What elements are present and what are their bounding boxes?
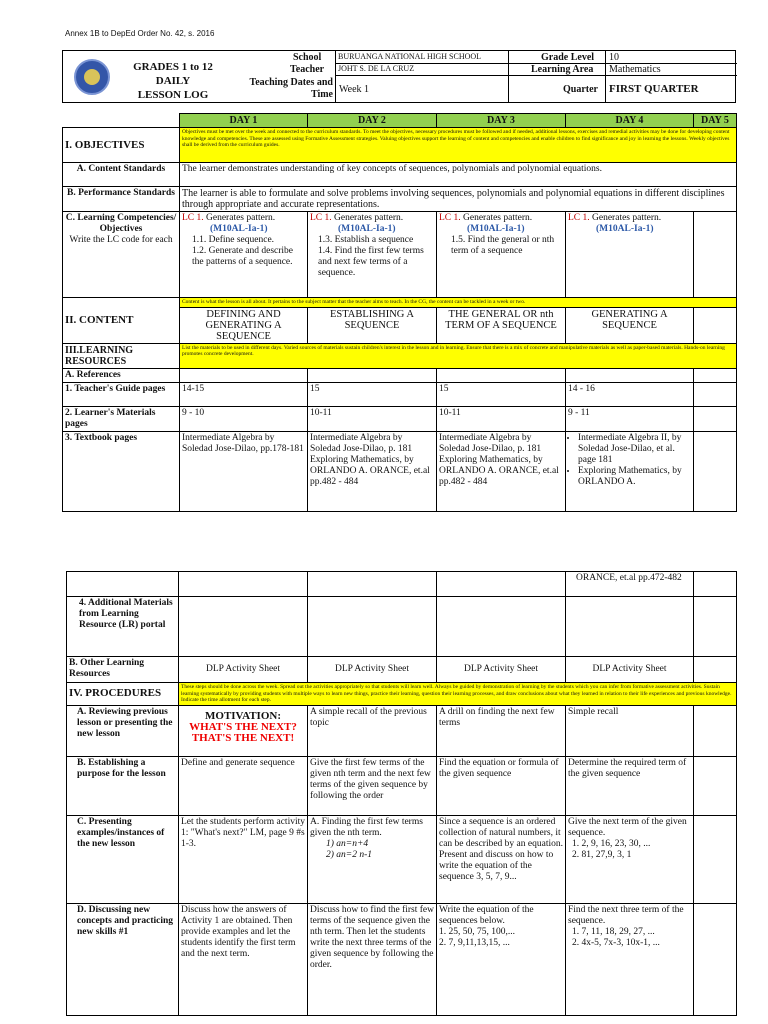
- dates-value: Week 1: [339, 84, 370, 95]
- objectives-label: I. OBJECTIVES: [63, 128, 180, 163]
- purpose-day-3: Find the equation or formula of the given sequence: [437, 756, 566, 815]
- textbook-day-4: • Intermediate Algebra II, by Soledad Jose-Dilao, et al. page 181 • Exploring Mathematics, by ORLANDO A.: [566, 431, 694, 511]
- competencies-label: C. Learning Competencies/ Objectives Write the LC code for each: [63, 212, 180, 298]
- grade-value: 10: [609, 52, 619, 63]
- procedures-note: These steps should be done across the week. Spread out the activities appropriately so that students will learn well. Always be guided by demonstration of learning by the students which you can infer from formative assessment activities. Sustain learning systematically by providing students with multiple ways to learn new things, practice their learning, question their learning processes, and draw conclusions about what they learned in relation to their life experiences and previous knowledge. Indicate the time allotment for each step.: [179, 683, 737, 706]
- tg-day-4: 14 - 16: [566, 382, 694, 406]
- tg-day-3: 15: [437, 382, 566, 406]
- day-4-header: DAY 4: [566, 114, 694, 128]
- tg-day-1: 14-15: [180, 382, 308, 406]
- school-value: BURUANGA NATIONAL HIGH SCHOOL: [338, 52, 482, 61]
- teachers-guide-label: 1. Teacher's Guide pages: [63, 382, 180, 406]
- discussing-day-3: Write the equation of the sequences below. 1. 25, 50, 75, 100,... 2. 7, 9,11,13,15, ...: [437, 903, 566, 1015]
- content-day-5: [694, 307, 737, 343]
- teacher-value: JOHT S. DE LA CRUZ: [338, 64, 415, 73]
- presenting-day-1: Let the students perform activity 1: "What's next?" LM, page 9 #s 1-3.: [179, 815, 308, 903]
- content-standards-label: A. Content Standards: [63, 163, 180, 187]
- area-value: Mathematics: [609, 64, 661, 75]
- purpose-day-4: Determine the required term of the given sequence: [566, 756, 694, 815]
- school-label: School: [293, 52, 322, 63]
- competency-day-5: [694, 212, 737, 298]
- presenting-label: C. Presenting examples/instances of the new lesson: [67, 815, 179, 903]
- competency-day-1: LC 1. Generates pattern. (M10AL-Ia-1) 1.1. Define sequence. 1.2. Generate and describe the patterns of a sequence.: [180, 212, 308, 298]
- textbook-day-1: Intermediate Algebra by Soledad Jose-Dilao, pp.178-181: [180, 431, 308, 511]
- discussing-day-2: Discuss how to find the first few terms of the sequence given the nth term. Then let the students write the next three terms of the given sequence by following the order.: [308, 903, 437, 1015]
- deped-seal-icon: [74, 59, 110, 95]
- day-1-header: DAY 1: [180, 114, 308, 128]
- review-day-4: Simple recall: [566, 705, 694, 756]
- content-standards: The learner demonstrates understanding of key concepts of sequences, polynomials and polynomial equations.: [180, 163, 737, 187]
- content-label: II. CONTENT: [63, 298, 180, 344]
- lesson-log-table-part1: [62, 113, 737, 512]
- competency-day-2: LC 1. Generates pattern. (M10AL-Ia-1) 1.3. Establish a sequence 1.4. Find the first few terms and next few terms of a sequence.: [308, 212, 437, 298]
- textbook-day-3: Intermediate Algebra by Soledad Jose-Dilao, p. 181 Exploring Mathematics, by ORLANDO A. ORANCE, et.al pp.482 - 484: [437, 431, 566, 511]
- other-day-3: DLP Activity Sheet: [437, 657, 566, 683]
- additional-materials-label: 4. Additional Materials from Learning Resource (LR) portal: [67, 597, 179, 657]
- lm-day-1: 9 - 10: [180, 406, 308, 431]
- content-day-1: DEFINING AND GENERATING A SEQUENCE: [180, 307, 308, 343]
- purpose-label: B. Establishing a purpose for the lesson: [67, 756, 179, 815]
- lm-day-3: 10-11: [437, 406, 566, 431]
- other-day-2: DLP Activity Sheet: [308, 657, 437, 683]
- competency-day-3: LC 1. Generates pattern. (M10AL-Ia-1) 1.5. Find the general or nth term of a sequence: [437, 212, 566, 298]
- references-label: A. References: [63, 368, 180, 382]
- objectives-note: Objectives must be met over the week and connected to the curriculum standards. To meet the objectives, necessary procedures must be followed and if needed, additional lessons, exercises and remedial activities may be done for developing content knowledge and competencies. These are assessed using Formative Assessment strategies. Valuing objectives support the learning of content and competencies and enable children to find significance and joy in learning the lessons. Weekly objectives shall be derived from the curriculum guides.: [180, 128, 737, 163]
- review-day-2: A simple recall of the previous topic: [308, 705, 437, 756]
- presenting-day-3: Since a sequence is an ordered collection of natural numbers, it can be described by an equation. Present and discuss on how to write the equation of the sequence 3, 5, 7, 9...: [437, 815, 566, 903]
- textbook-day-2: Intermediate Algebra by Soledad Jose-Dilao, p. 181 Exploring Mathematics, by ORLANDO A. ORANCE, et.al pp.482 - 484: [308, 431, 437, 511]
- learners-materials-label: 2. Learner's Materials pages: [63, 406, 180, 431]
- area-label: Learning Area: [531, 64, 594, 75]
- day-5-header: DAY 5: [694, 114, 737, 128]
- resources-label: III.LEARNING RESOURCES: [63, 343, 180, 368]
- quarter-label: Quarter: [563, 84, 598, 95]
- performance-standards: The learner is able to formulate and solve problems involving sequences, polynomials and polynomial equations in different disciplines through appropriate and accurate representations.: [180, 187, 737, 212]
- textbook-label: 3. Textbook pages: [63, 431, 180, 511]
- content-note: Content is what the lesson is all about. It pertains to the subject matter that the teacher aims to teach. In the CG, the content can be tackled in a week or two.: [180, 298, 737, 308]
- day-2-header: DAY 2: [308, 114, 437, 128]
- review-day-3: A drill on finding the next few terms: [437, 705, 566, 756]
- other-day-4: DLP Activity Sheet: [566, 657, 694, 683]
- header-block: [62, 50, 736, 103]
- resources-note: List the materials to be used in different days. Varied sources of materials sustain children's interest in the lesson and in learning. Ensure that there is a mix of concrete and manipulative materials as well as paper-based materials. Hands-on learning promotes concrete development.: [180, 343, 737, 368]
- content-day-3: THE GENERAL OR nth TERM OF A SEQUENCE: [437, 307, 566, 343]
- other-day-1: DLP Activity Sheet: [179, 657, 308, 683]
- discussing-day-1: Discuss how the answers of Activity 1 are obtained. Then provide examples and let the students identify the first term and the next term.: [179, 903, 308, 1015]
- teacher-label: Teacher: [290, 64, 325, 75]
- dates-label: Teaching Dates and Time: [249, 77, 333, 100]
- presenting-day-2: A. Finding the first few terms given the nth term. 1) an=n+4 2) an=2 n-1: [308, 815, 437, 903]
- procedures-label: IV. PROCEDURES: [67, 683, 179, 706]
- lm-day-2: 10-11: [308, 406, 437, 431]
- textbook-day-4-cont: ORANCE, et.al pp.472-482: [566, 572, 694, 597]
- content-day-2: ESTABLISHING A SEQUENCE: [308, 307, 437, 343]
- other-resources-label: B. Other Learning Resources: [67, 657, 179, 683]
- day-3-header: DAY 3: [437, 114, 566, 128]
- presenting-day-4: Give the next term of the given sequence. 1. 2, 9, 16, 23, 30, ... 2. 81, 27,9, 3, 1: [566, 815, 694, 903]
- competency-day-4: LC 1. Generates pattern. (M10AL-Ia-1): [566, 212, 694, 298]
- lm-day-4: 9 - 11: [566, 406, 694, 431]
- purpose-day-2: Give the first few terms of the given nth term and the next few terms of the given sequence by following the order: [308, 756, 437, 815]
- purpose-day-1: Define and generate sequence: [179, 756, 308, 815]
- content-day-4: GENERATING A SEQUENCE: [566, 307, 694, 343]
- performance-standards-label: B. Performance Standards: [63, 187, 180, 212]
- annex-caption: Annex 1B to DepEd Order No. 42, s. 2016: [65, 29, 215, 38]
- tg-day-2: 15: [308, 382, 437, 406]
- lesson-log-table-part2: [66, 571, 737, 1016]
- quarter-value: FIRST QUARTER: [609, 83, 699, 95]
- review-day-1: MOTIVATION: WHAT'S THE NEXT? THAT'S THE NEXT!: [179, 705, 308, 756]
- log-title: GRADES 1 to 12 DAILY LESSON LOG: [133, 61, 213, 101]
- reviewing-label: A. Reviewing previous lesson or presenting the new lesson: [67, 705, 179, 756]
- grade-label: Grade Level: [541, 52, 595, 63]
- discussing-label: D. Discussing new concepts and practicing new skills #1: [67, 903, 179, 1015]
- discussing-day-4: Find the next three term of the sequence. 1. 7, 11, 18, 29, 27, ... 2. 4x-5, 7x-3, 10x-1, ...: [566, 903, 694, 1015]
